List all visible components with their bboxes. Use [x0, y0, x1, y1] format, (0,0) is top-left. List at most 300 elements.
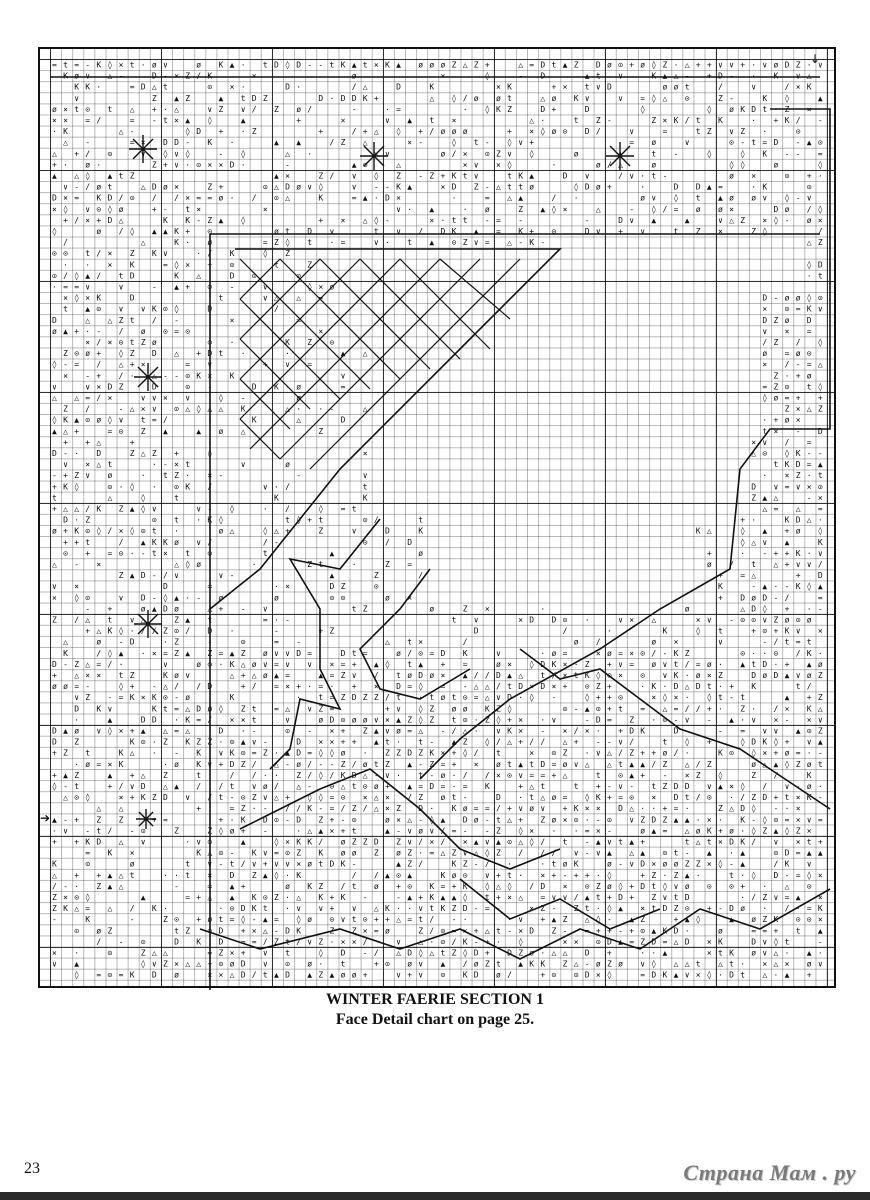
stitch-symbol: D	[140, 82, 146, 92]
stitch-symbol: +	[296, 116, 302, 125]
stitch-symbol: ▲	[407, 893, 413, 902]
stitch-symbol: ø	[784, 293, 790, 303]
stitch-symbol: ◊	[107, 648, 113, 658]
stitch-symbol: t	[407, 659, 413, 669]
stitch-symbol: ◊	[118, 349, 124, 359]
stitch-symbol: =	[274, 637, 279, 647]
stitch-symbol: ×	[806, 104, 812, 114]
stitch-symbol: ⊙	[806, 349, 812, 359]
stitch-symbol: /	[118, 371, 124, 381]
stitch-symbol: /	[251, 759, 257, 769]
stitch-symbol: +	[218, 604, 224, 614]
stitch-symbol: Z	[418, 748, 424, 758]
stitch-symbol: ‐	[229, 571, 235, 581]
stitch-symbol: ∨	[484, 837, 490, 847]
stitch-symbol: ·	[396, 770, 401, 780]
stitch-symbol: ø	[740, 904, 746, 914]
stitch-symbol: △	[684, 759, 690, 769]
stitch-symbol: t	[63, 60, 68, 70]
stitch-symbol: ∨	[207, 360, 213, 370]
stitch-symbol: ◊	[684, 737, 690, 747]
stitch-symbol: ◊	[285, 60, 290, 70]
stitch-symbol: ◊	[163, 593, 168, 603]
stitch-symbol: ×	[507, 659, 512, 669]
stitch-symbol: △	[296, 415, 302, 425]
stitch-symbol: △	[784, 881, 790, 891]
stitch-symbol: Z	[262, 748, 268, 758]
stitch-symbol: △	[418, 937, 424, 947]
stitch-symbol: /	[784, 904, 790, 914]
stitch-symbol: ‐	[163, 204, 168, 214]
stitch-symbol: ·	[540, 948, 546, 958]
stitch-symbol: D	[817, 571, 823, 581]
stitch-symbol: ▲	[74, 415, 80, 425]
stitch-symbol: ·	[740, 959, 746, 969]
stitch-symbol: t	[407, 238, 413, 248]
stitch-symbol: t	[362, 60, 368, 70]
stitch-symbol: +	[607, 182, 612, 192]
stitch-symbol: ⊙	[784, 171, 790, 181]
stitch-symbol: △	[607, 748, 612, 758]
stitch-symbol: ∨	[662, 893, 668, 902]
stitch-symbol: ×	[706, 948, 712, 958]
stitch-symbol: ø	[218, 193, 224, 203]
stitch-symbol: t	[662, 737, 668, 747]
stitch-symbol: D	[684, 893, 690, 902]
stitch-symbol: ø	[373, 881, 379, 891]
stitch-symbol: D	[329, 859, 335, 869]
stitch-symbol: ×	[629, 615, 635, 625]
stitch-symbol: ‐	[285, 815, 290, 825]
stitch-symbol: t	[462, 171, 468, 181]
stitch-symbol: +	[673, 915, 679, 925]
stitch-symbol: +	[484, 948, 490, 958]
stitch-symbol: +	[806, 693, 812, 703]
stitch-symbol: ø	[795, 293, 801, 303]
stitch-symbol: ◊	[318, 770, 324, 780]
stitch-symbol: ·	[151, 737, 157, 747]
stitch-symbol: ▲	[63, 726, 68, 736]
stitch-symbol: K	[385, 60, 390, 70]
stitch-symbol: +	[63, 215, 68, 225]
stitch-symbol: ▲	[684, 815, 690, 825]
stitch-symbol: ‐	[662, 171, 668, 181]
stitch-symbol: ·	[584, 815, 590, 825]
stitch-symbol: =	[607, 715, 612, 725]
stitch-symbol: K	[529, 959, 535, 969]
stitch-symbol: +	[784, 548, 790, 558]
stitch-symbol: ‐	[262, 737, 268, 747]
stitch-symbol: +	[218, 759, 224, 769]
stitch-symbol: Z	[296, 848, 302, 858]
stitch-symbol: ◊	[118, 626, 124, 636]
stitch-symbol: ·	[740, 870, 746, 880]
stitch-symbol: Z	[185, 926, 191, 936]
stitch-symbol: ▲	[174, 593, 179, 603]
stitch-symbol: ø	[551, 127, 557, 137]
stitch-symbol: /	[751, 893, 757, 902]
stitch-symbol: /	[473, 671, 479, 680]
stitch-symbol: D	[751, 482, 757, 492]
stitch-symbol: ▲	[151, 227, 157, 236]
stitch-symbol: Z	[318, 937, 324, 947]
stitch-symbol: K	[340, 893, 346, 902]
stitch-symbol: △	[240, 659, 246, 669]
stitch-symbol: ⊙	[340, 593, 346, 603]
stitch-symbol: ▲	[307, 970, 313, 980]
stitch-symbol: △	[307, 826, 313, 836]
stitch-symbol: Z	[784, 104, 790, 114]
stitch-symbol: ×	[662, 116, 668, 125]
stitch-symbol: ▲	[318, 671, 324, 680]
stitch-symbol: ·	[96, 82, 102, 92]
stitch-symbol: D	[673, 182, 679, 192]
stitch-symbol: =	[795, 637, 801, 647]
stitch-symbol: ∨	[684, 970, 690, 980]
stitch-symbol: ø	[140, 326, 146, 336]
stitch-symbol: t	[751, 138, 757, 148]
stitch-symbol: ⊙	[63, 548, 68, 558]
stitch-symbol: D	[218, 926, 224, 936]
stitch-symbol: ø	[285, 881, 290, 891]
stitch-symbol: △	[163, 782, 168, 791]
stitch-symbol: D	[396, 82, 401, 92]
stitch-symbol: Z	[274, 104, 279, 114]
stitch-symbol: ø	[462, 127, 468, 137]
stitch-symbol: ∨	[762, 437, 768, 447]
stitch-symbol: +	[240, 926, 246, 936]
stitch-symbol: t	[618, 704, 623, 714]
stitch-symbol: △	[729, 215, 734, 225]
stitch-symbol: ø	[385, 593, 390, 603]
stitch-symbol: ∨	[418, 970, 424, 980]
stitch-symbol: /	[784, 593, 790, 603]
stitch-symbol: ×	[562, 659, 568, 669]
stitch-symbol: ø	[695, 671, 701, 680]
stitch-symbol: △	[151, 82, 157, 92]
stitch-symbol: ⊙	[285, 848, 290, 858]
stitch-symbol: =	[74, 282, 80, 292]
stitch-symbol: ⊙	[140, 737, 146, 747]
stitch-symbol: ◊	[751, 826, 757, 836]
stitch-symbol: ⊙	[817, 138, 823, 148]
stitch-symbol: t	[773, 460, 779, 470]
stitch-symbol: ø	[462, 704, 468, 714]
stitch-symbol: △	[462, 726, 468, 736]
stitch-symbol: ◊	[662, 693, 668, 703]
stitch-symbol: Z	[562, 915, 568, 925]
stitch-symbol: △	[96, 804, 102, 814]
stitch-symbol: ∨	[163, 659, 168, 669]
stitch-symbol: D	[207, 349, 213, 359]
stitch-symbol: ø	[706, 560, 712, 569]
stitch-symbol: /	[795, 338, 801, 347]
stitch-symbol: △	[296, 782, 302, 791]
stitch-symbol: ø	[751, 948, 757, 958]
stitch-symbol: △	[151, 948, 157, 958]
stitch-symbol: /	[473, 748, 479, 758]
stitch-symbol: /	[151, 193, 157, 203]
stitch-symbol: Z	[318, 970, 324, 980]
stitch-symbol: t	[418, 515, 424, 525]
stitch-symbol: ·	[74, 515, 80, 525]
stitch-symbol: K	[496, 104, 501, 114]
stitch-symbol: /	[307, 759, 313, 769]
stitch-symbol: △	[806, 515, 812, 525]
stitch-symbol: ·	[773, 104, 779, 114]
stitch-symbol: ▲	[63, 326, 68, 336]
stitch-symbol: ×	[118, 60, 124, 70]
stitch-symbol: ‐	[118, 71, 124, 81]
stitch-symbol: ø	[640, 60, 646, 70]
stitch-symbol: ·	[806, 548, 812, 558]
stitch-symbol: Z	[795, 826, 801, 836]
stitch-symbol: ‐	[163, 460, 168, 470]
stitch-symbol: K	[484, 782, 490, 791]
stitch-symbol: /	[185, 626, 191, 636]
stitch-symbol: ×	[329, 726, 335, 736]
stitch-symbol: +	[706, 904, 712, 914]
stitch-symbol: ⊙	[773, 815, 779, 825]
stitch-symbol: ◊	[218, 704, 224, 714]
stitch-symbol: +	[74, 426, 80, 436]
stitch-symbol: ⊙	[729, 881, 734, 891]
stitch-symbol: +	[74, 837, 80, 847]
stitch-symbol: /	[74, 615, 80, 625]
caption-subtitle: Face Detail chart on page 25.	[335, 1011, 535, 1028]
stitch-symbol: D	[751, 937, 757, 947]
stitch-symbol: ‐	[751, 582, 757, 592]
stitch-symbol: +	[129, 770, 135, 780]
stitch-symbol: ø	[762, 349, 768, 359]
stitch-symbol: ·	[118, 482, 124, 492]
stitch-symbol: ·	[740, 715, 746, 725]
stitch-symbol: △	[96, 437, 102, 447]
stitch-symbol: ◊	[695, 915, 701, 925]
stitch-symbol: ‐	[729, 615, 734, 625]
stitch-symbol: t	[107, 182, 113, 192]
stitch-symbol: △	[140, 238, 146, 248]
stitch-symbol: ◊	[240, 915, 246, 925]
stitch-symbol: D	[52, 315, 57, 325]
stitch-symbol: ∨	[274, 859, 279, 869]
stitch-symbol: ×	[107, 338, 113, 347]
stitch-symbol: /	[673, 748, 679, 758]
stitch-symbol: Z	[63, 748, 68, 758]
stitch-symbol: ‐	[595, 737, 601, 747]
stitch-symbol: ×	[63, 893, 68, 902]
stitch-symbol: ◊	[140, 959, 146, 969]
stitch-symbol: ×	[751, 171, 757, 181]
stitch-symbol: ▲	[351, 60, 357, 70]
stitch-symbol: ◊	[573, 182, 579, 192]
stitch-symbol: ·	[684, 748, 690, 758]
stitch-symbols	[52, 61, 823, 980]
stitch-symbol: /	[351, 870, 357, 880]
stitch-symbol: K	[429, 893, 435, 902]
stitch-symbol: D	[229, 160, 235, 170]
stitch-symbol: ‐	[751, 815, 757, 825]
stitch-symbol: ø	[351, 848, 357, 858]
stitch-symbol: +	[85, 548, 91, 558]
stitch-symbol: =	[218, 648, 224, 658]
stitch-symbol: ·	[373, 193, 379, 203]
stitch-symbol: ▲	[107, 171, 113, 181]
stitch-symbol: ◊	[52, 360, 57, 370]
stitch-symbol: ⊙	[74, 793, 80, 803]
stitch-symbol: Z	[462, 238, 468, 248]
stitch-symbol: ∨	[85, 382, 91, 392]
stitch-symbol: t	[373, 227, 379, 236]
stitch-symbol: ⊙	[262, 182, 268, 192]
stitch-symbol: △	[507, 737, 512, 747]
stitch-symbol: =	[85, 393, 91, 403]
stitch-symbol: Z	[451, 848, 457, 858]
stitch-symbol: △	[773, 493, 779, 503]
stitch-symbol: ∨	[396, 937, 401, 947]
stitch-symbol: =	[63, 282, 68, 292]
stitch-symbol: ø	[396, 848, 401, 858]
stitch-symbol: ∨	[407, 837, 413, 847]
stitch-symbol: △	[63, 426, 68, 436]
stitch-symbol: Z	[473, 182, 479, 192]
stitch-symbol: ▲	[129, 571, 135, 581]
stitch-symbol: ∨	[573, 848, 579, 858]
stitch-symbol: ∨	[174, 571, 179, 581]
stitch-symbol: /	[63, 238, 68, 248]
stitch-symbol: △	[163, 682, 168, 692]
stitch-symbol: /	[418, 571, 424, 581]
stitch-symbol: /	[118, 782, 124, 791]
stitch-symbol: Z	[407, 848, 413, 858]
stitch-symbol: K	[207, 515, 213, 525]
stitch-symbol: ▲	[140, 893, 146, 902]
stitch-symbol: ·	[607, 626, 612, 636]
stitch-symbol: ø	[318, 715, 324, 725]
stitch-symbol: ‐	[473, 859, 479, 869]
stitch-symbol: ∨	[562, 893, 568, 902]
stitch-symbol: +	[773, 793, 779, 803]
stitch-symbol: ‐	[795, 360, 801, 370]
stitch-symbol: ‐	[274, 537, 279, 547]
stitch-symbol: =	[584, 826, 590, 836]
stitch-symbol: △	[140, 182, 146, 192]
stitch-symbol: /	[729, 560, 734, 569]
stitch-symbol: ∨	[285, 648, 290, 658]
stitch-symbol: +	[340, 726, 346, 736]
stitch-symbol: +	[595, 926, 601, 936]
stitch-symbol: ◊	[718, 770, 723, 780]
stitch-symbol: D	[651, 970, 657, 980]
stitch-symbol: ◊	[396, 127, 401, 137]
stitch-symbol: ⊙	[618, 770, 623, 780]
stitch-symbol: Z	[751, 227, 757, 236]
stitch-symbol: Z	[296, 770, 302, 780]
stitch-symbol: ◊	[85, 893, 91, 902]
stitch-symbol: ø	[806, 759, 812, 769]
stitch-symbol: ▲	[429, 204, 435, 214]
stitch-symbol: ◊	[240, 149, 246, 159]
stitch-symbol: /	[407, 648, 413, 658]
stitch-symbol: ⊙	[107, 149, 113, 159]
stitch-symbol: ⊙	[640, 926, 646, 936]
stitch-symbol: D	[784, 848, 790, 858]
stitch-symbol: ∨	[518, 804, 524, 814]
stitch-symbol: ∨	[396, 704, 401, 714]
stitch-symbol: ▲	[518, 959, 524, 969]
stitch-symbol: +	[218, 127, 224, 137]
stitch-symbol: ▲	[740, 848, 746, 858]
stitch-symbol: K	[129, 970, 135, 980]
stitch-symbol: ø	[784, 615, 790, 625]
stitch-symbol: ‐	[706, 715, 712, 725]
stitch-symbol: ◊	[784, 759, 790, 769]
stitch-symbol: ∨	[140, 393, 146, 403]
stitch-symbol: ⊙	[262, 893, 268, 902]
stitch-symbol: ◊	[595, 671, 601, 680]
stitch-symbol: ⊙	[729, 748, 734, 758]
stitch-symbol: +	[318, 626, 324, 636]
stitch-symbol: =	[96, 970, 102, 980]
stitch-symbol: ·	[418, 848, 424, 858]
stitch-symbol: ø	[562, 859, 568, 869]
stitch-symbol: K	[218, 60, 224, 70]
stitch-symbol: ·	[540, 648, 546, 658]
stitch-symbol: ◊	[584, 793, 590, 803]
stitch-symbol: ×	[817, 915, 823, 925]
stitch-symbol: ◊	[318, 748, 324, 758]
stitch-symbol: /	[207, 482, 213, 492]
stitch-symbol: D	[107, 193, 113, 203]
stitch-symbol: ∨	[251, 782, 257, 791]
stitch-symbol: ×	[706, 815, 712, 825]
stitch-symbol: ·	[240, 60, 246, 70]
stitch-symbol: △	[396, 160, 401, 170]
stitch-symbol: /	[340, 881, 346, 891]
stitch-symbol: ▲	[296, 138, 302, 148]
stitch-symbol: +	[817, 837, 823, 847]
stitch-symbol: ∨	[151, 393, 157, 403]
stitch-symbol: ø	[806, 782, 812, 791]
stitch-symbol: ‐	[718, 726, 723, 736]
stitch-symbol: K	[573, 859, 579, 869]
stitch-symbol: Z	[484, 715, 490, 725]
stitch-symbol: △	[762, 504, 768, 514]
stitch-symbol: D	[729, 904, 734, 914]
stitch-symbol: =	[762, 138, 768, 148]
stitch-symbol: ◊	[329, 748, 335, 758]
stitch-symbol: D	[762, 593, 768, 603]
stitch-symbol: D	[274, 60, 279, 70]
stitch-symbol: ·	[451, 193, 457, 203]
stitch-symbol: D	[285, 970, 290, 980]
stitch-symbol: D	[451, 182, 457, 192]
stitch-symbol: ◊	[762, 604, 768, 614]
stitch-symbol: △	[496, 881, 501, 891]
stitch-symbol: K	[318, 893, 324, 902]
stitch-symbol: +	[496, 893, 501, 902]
stitch-symbol: ×	[63, 104, 68, 114]
stitch-symbol: ∨	[496, 693, 501, 703]
stitch-symbol: ∨	[595, 227, 601, 236]
stitch-symbol: ‐	[729, 693, 734, 703]
stitch-symbol: =	[795, 848, 801, 858]
stitch-symbol: ×	[85, 338, 91, 347]
stitch-symbol: D	[751, 604, 757, 614]
stitch-symbol: ·	[418, 693, 424, 703]
stitch-symbol: ◊	[784, 93, 790, 103]
stitch-symbol: ∨	[507, 149, 512, 159]
